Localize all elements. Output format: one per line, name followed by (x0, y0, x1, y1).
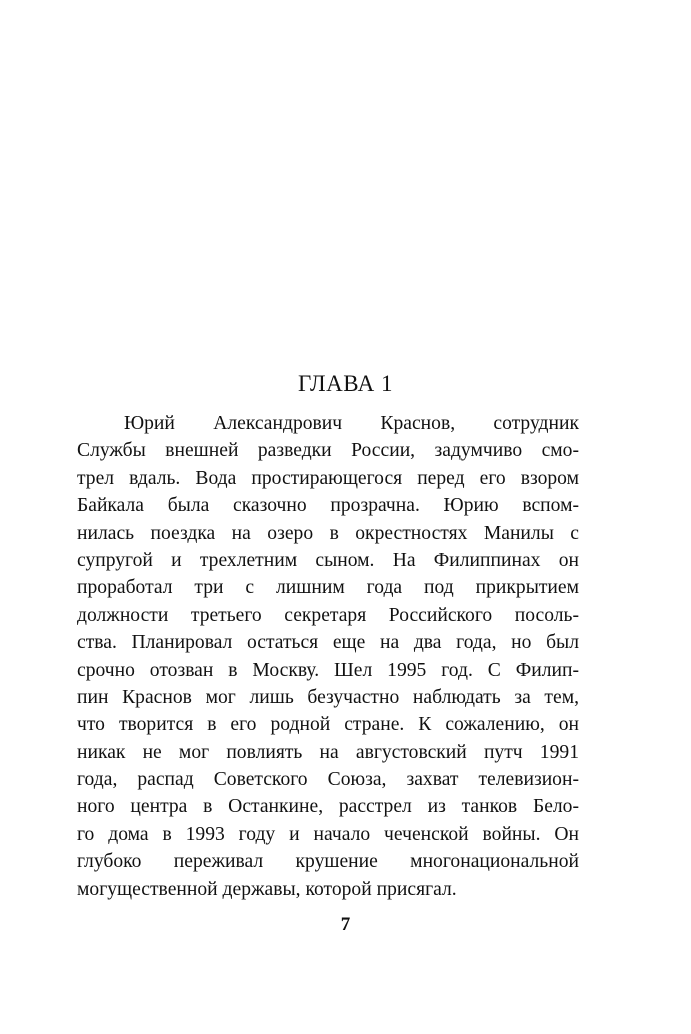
text-line: нилась поездка на озеро в окрестностях Манилы с (77, 522, 579, 544)
text-line: го дома в 1993 году и начало чеченской войны. Он (77, 823, 579, 845)
text-line: супругой и трехлетним сыном. На Филиппинах он (77, 549, 579, 571)
text-line: должности третьего секретаря Российского посоль- (77, 604, 579, 626)
text-line: Службы внешней разведки России, задумчиво смо- (77, 440, 579, 462)
text-line: проработал три с лишним года под прикрытием (77, 577, 579, 599)
page-number: 7 (340, 914, 351, 935)
text-line: ного центра в Останкине, расстрел из танков Бело- (77, 796, 579, 818)
chapter-title: ГЛАВА 1 (297, 371, 394, 396)
text-line: ства. Планировал остаться еще на два года, но был (77, 632, 579, 654)
text-line: могущественной державы, которой присягал. (77, 878, 457, 900)
text-line: трел вдаль. Вода простирающегося перед его взором (77, 467, 579, 489)
text-line: никак не мог повлиять на августовский путч 1991 (77, 741, 579, 763)
text-line: Юрий Александрович Краснов, сотрудник (124, 413, 579, 434)
text-line: Байкала была сказочно прозрачна. Юрию вспом- (77, 495, 579, 517)
text-line: глубоко переживал крушение многонациональной (77, 851, 579, 873)
body-paragraph (77, 410, 579, 903)
text-line: пин Краснов мог лишь безучастно наблюдать за тем, (77, 686, 579, 708)
text-line: что творится в его родной стране. К сожалению, он (77, 714, 579, 736)
text-line: срочно отозван в Москву. Шел 1995 год. С Филип- (77, 659, 579, 681)
text-line: года, распад Советского Союза, захват телевизион- (77, 769, 579, 791)
